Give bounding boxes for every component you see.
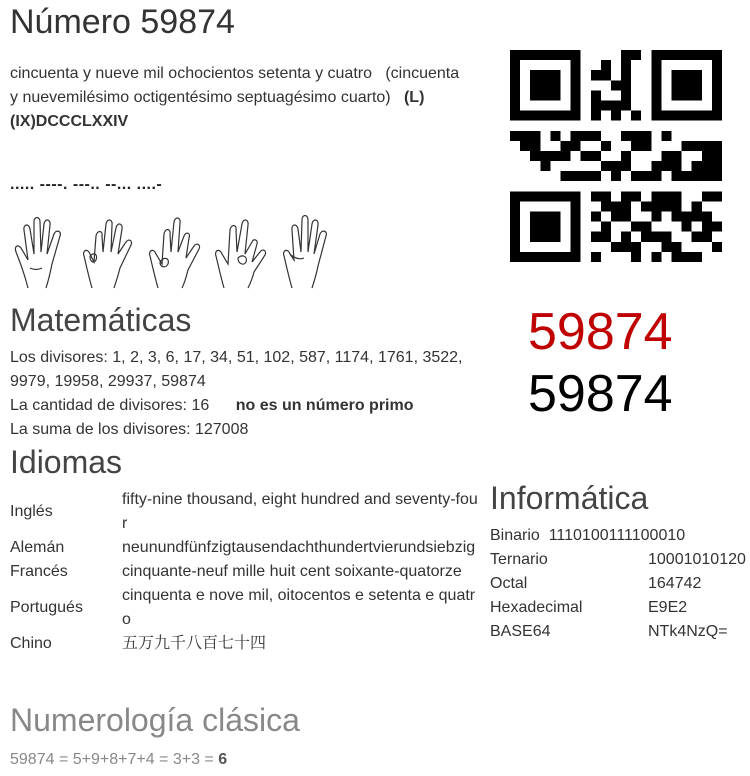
base-name: Ternario: [490, 551, 548, 568]
qr-code: [510, 50, 722, 262]
divisor-count-value: 16: [191, 397, 210, 414]
language-value: cinquenta e nove mil, oitocentos e setenta e quatro: [122, 587, 476, 628]
language-name: Alemán: [10, 539, 65, 556]
computing-row-base64: [490, 620, 746, 644]
big-number-red: 59874: [528, 303, 673, 361]
spanish-words: cincuenta y nueve mil ochocientos setenta y cuatro: [10, 65, 372, 82]
divisor-count-label: La cantidad de divisores:: [10, 397, 187, 414]
base-value: E9E2: [648, 599, 688, 616]
computing-row-binary: [490, 524, 746, 548]
divisor-count-line: [10, 394, 480, 418]
math-section: [10, 346, 480, 442]
languages-table: [10, 488, 480, 656]
language-row-french: [10, 560, 480, 584]
prime-status: no es un número primo: [235, 397, 414, 414]
language-value: fifty-nine thousand, eight hundred and seventy-four: [122, 491, 478, 532]
hand-sign-8-icon: [142, 212, 204, 290]
divisors-list: 1, 2, 3, 6, 17, 34, 51, 102, 587, 1174, 1761, 3522, 9979, 19958, 29937, 59874: [10, 349, 463, 390]
language-row-portuguese: [10, 584, 480, 632]
sign-language-hands: [10, 212, 340, 290]
hand-sign-5-icon: [10, 212, 72, 290]
page-title: Número 59874: [10, 3, 235, 41]
language-name: Chino: [10, 635, 52, 652]
computing-table: [490, 524, 746, 644]
base-value: 164742: [648, 575, 702, 592]
numerology-section-title: Numerología clásica: [10, 702, 300, 738]
binary-value: 1110100111100010: [548, 527, 686, 544]
binary-label: Binario: [490, 527, 540, 544]
base-value: 10001010120: [648, 551, 746, 568]
language-name: Francés: [10, 563, 68, 580]
numerology-result: 6: [218, 751, 228, 768]
divisors-label: Los divisores:: [10, 349, 108, 366]
numerology-expression: 59874 = 5+9+8+7+4 = 3+3 =: [10, 751, 214, 768]
language-value: 五万九千八百七十四: [122, 635, 267, 652]
divisor-sum-value: 127008: [194, 421, 249, 438]
computing-section-title: Informática: [490, 480, 649, 516]
language-name: Inglés: [10, 503, 53, 520]
divisor-sum-label: La suma de los divisores:: [10, 421, 191, 438]
hand-sign-9-icon: [76, 212, 138, 290]
big-number-black: 59874: [528, 365, 673, 423]
roman-numeral: (L)(IX)DCCCLXXIV: [10, 89, 425, 130]
ordinal-words: (cincuenta y nuevemilésimo octigentésimo septuagésimo cuarto): [10, 65, 460, 106]
language-row-chinese: [10, 632, 480, 656]
hand-sign-7-icon: [208, 212, 270, 290]
language-name: Portugués: [10, 599, 83, 616]
language-row-german: [10, 536, 480, 560]
divisors-line: [10, 346, 480, 394]
language-row-english: [10, 488, 480, 536]
computing-row-octal: [490, 572, 746, 596]
binary-line: [490, 524, 746, 548]
divisor-sum-line: [10, 418, 480, 442]
computing-row-ternary: [490, 548, 746, 572]
morse-code: ..... ----. ---.. --... ....-: [10, 176, 163, 193]
language-value: neunundfünfzigtausendachthundertvierundsiebzig: [122, 539, 476, 556]
base-value: NTk4NzQ=: [648, 623, 728, 640]
computing-row-hex: [490, 596, 746, 620]
hand-sign-4-icon: [274, 212, 336, 290]
languages-section-title: Idiomas: [10, 444, 123, 480]
language-value: cinquante-neuf mille huit cent soixante-quatorze: [122, 563, 462, 580]
math-section-title: Matemáticas: [10, 302, 192, 338]
number-description: [10, 62, 470, 134]
numerology-formula: [10, 748, 227, 772]
base-name: BASE64: [490, 623, 551, 640]
base-name: Octal: [490, 575, 528, 592]
base-name: Hexadecimal: [490, 599, 583, 616]
